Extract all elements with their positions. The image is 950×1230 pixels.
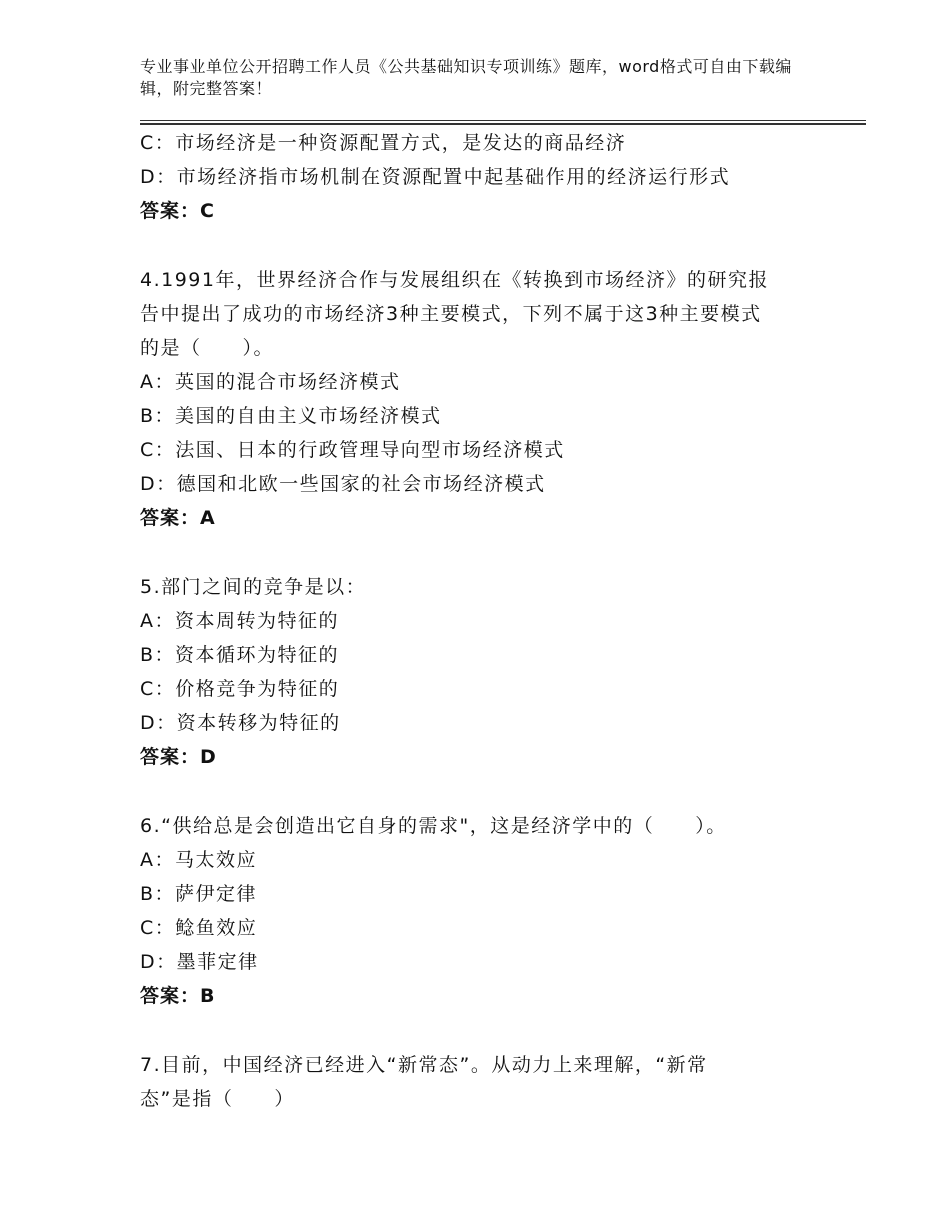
- header-divider: [140, 120, 866, 125]
- option-a: A：马太效应: [140, 849, 257, 871]
- spacer: [140, 535, 830, 570]
- question-7: [140, 1048, 830, 1116]
- spacer: [140, 774, 830, 809]
- option-b: B：萨伊定律: [140, 883, 258, 905]
- option-d: D：德国和北欧一些国家的社会市场经济模式: [140, 473, 546, 495]
- question-text: 态”是指（ ）: [140, 1088, 295, 1110]
- option-d: D：墨菲定律: [140, 951, 259, 973]
- option-c: C：法国、日本的行政管理导向型市场经济模式: [140, 439, 565, 461]
- question-text: 6.“供给总是会创造出它自身的需求"，这是经济学中的（ ）。: [140, 815, 727, 837]
- question-text: 告中提出了成功的市场经济3种主要模式，下列不属于这3种主要模式: [140, 303, 762, 325]
- option-a: A：资本周转为特征的: [140, 610, 339, 632]
- spacer: [140, 1013, 830, 1048]
- header-divider-thick: [140, 123, 866, 125]
- answer: 答案：B: [140, 985, 216, 1007]
- answer: 答案：C: [140, 200, 215, 222]
- question-list: [140, 126, 830, 1116]
- option-b: B：资本循环为特征的: [140, 644, 340, 666]
- answer: 答案：A: [140, 507, 216, 529]
- question-text: 的是（ ）。: [140, 337, 275, 359]
- spacer: [140, 228, 830, 263]
- option-c: C：市场经济是一种资源配置方式，是发达的商品经济: [140, 132, 627, 154]
- header-text: 专业事业单位公开招聘工作人员《公共基础知识专项训练》题库，word格式可自由下载编辑，附完整答案！: [140, 57, 792, 98]
- question-text: 5.部门之间的竞争是以：: [140, 576, 367, 598]
- option-d: D：资本转移为特征的: [140, 712, 341, 734]
- option-a: A：英国的混合市场经济模式: [140, 371, 401, 393]
- question-text: 7.目前，中国经济已经进入“新常态”。从动力上来理解，“新常: [140, 1054, 708, 1076]
- option-c: C：鲶鱼效应: [140, 917, 258, 939]
- question-3-continued: [140, 126, 830, 228]
- question-text: 4.1991年，世界经济合作与发展组织在《转换到市场经济》的研究报: [140, 269, 769, 291]
- option-c: C：价格竞争为特征的: [140, 678, 340, 700]
- option-b: B：美国的自由主义市场经济模式: [140, 405, 442, 427]
- document-header: [140, 56, 820, 100]
- question-5: [140, 570, 830, 774]
- question-4: [140, 263, 830, 535]
- option-d: D：市场经济指市场机制在资源配置中起基础作用的经济运行形式: [140, 166, 731, 188]
- header-divider-thin: [140, 120, 866, 121]
- answer: 答案：D: [140, 746, 217, 768]
- question-6: [140, 809, 830, 1013]
